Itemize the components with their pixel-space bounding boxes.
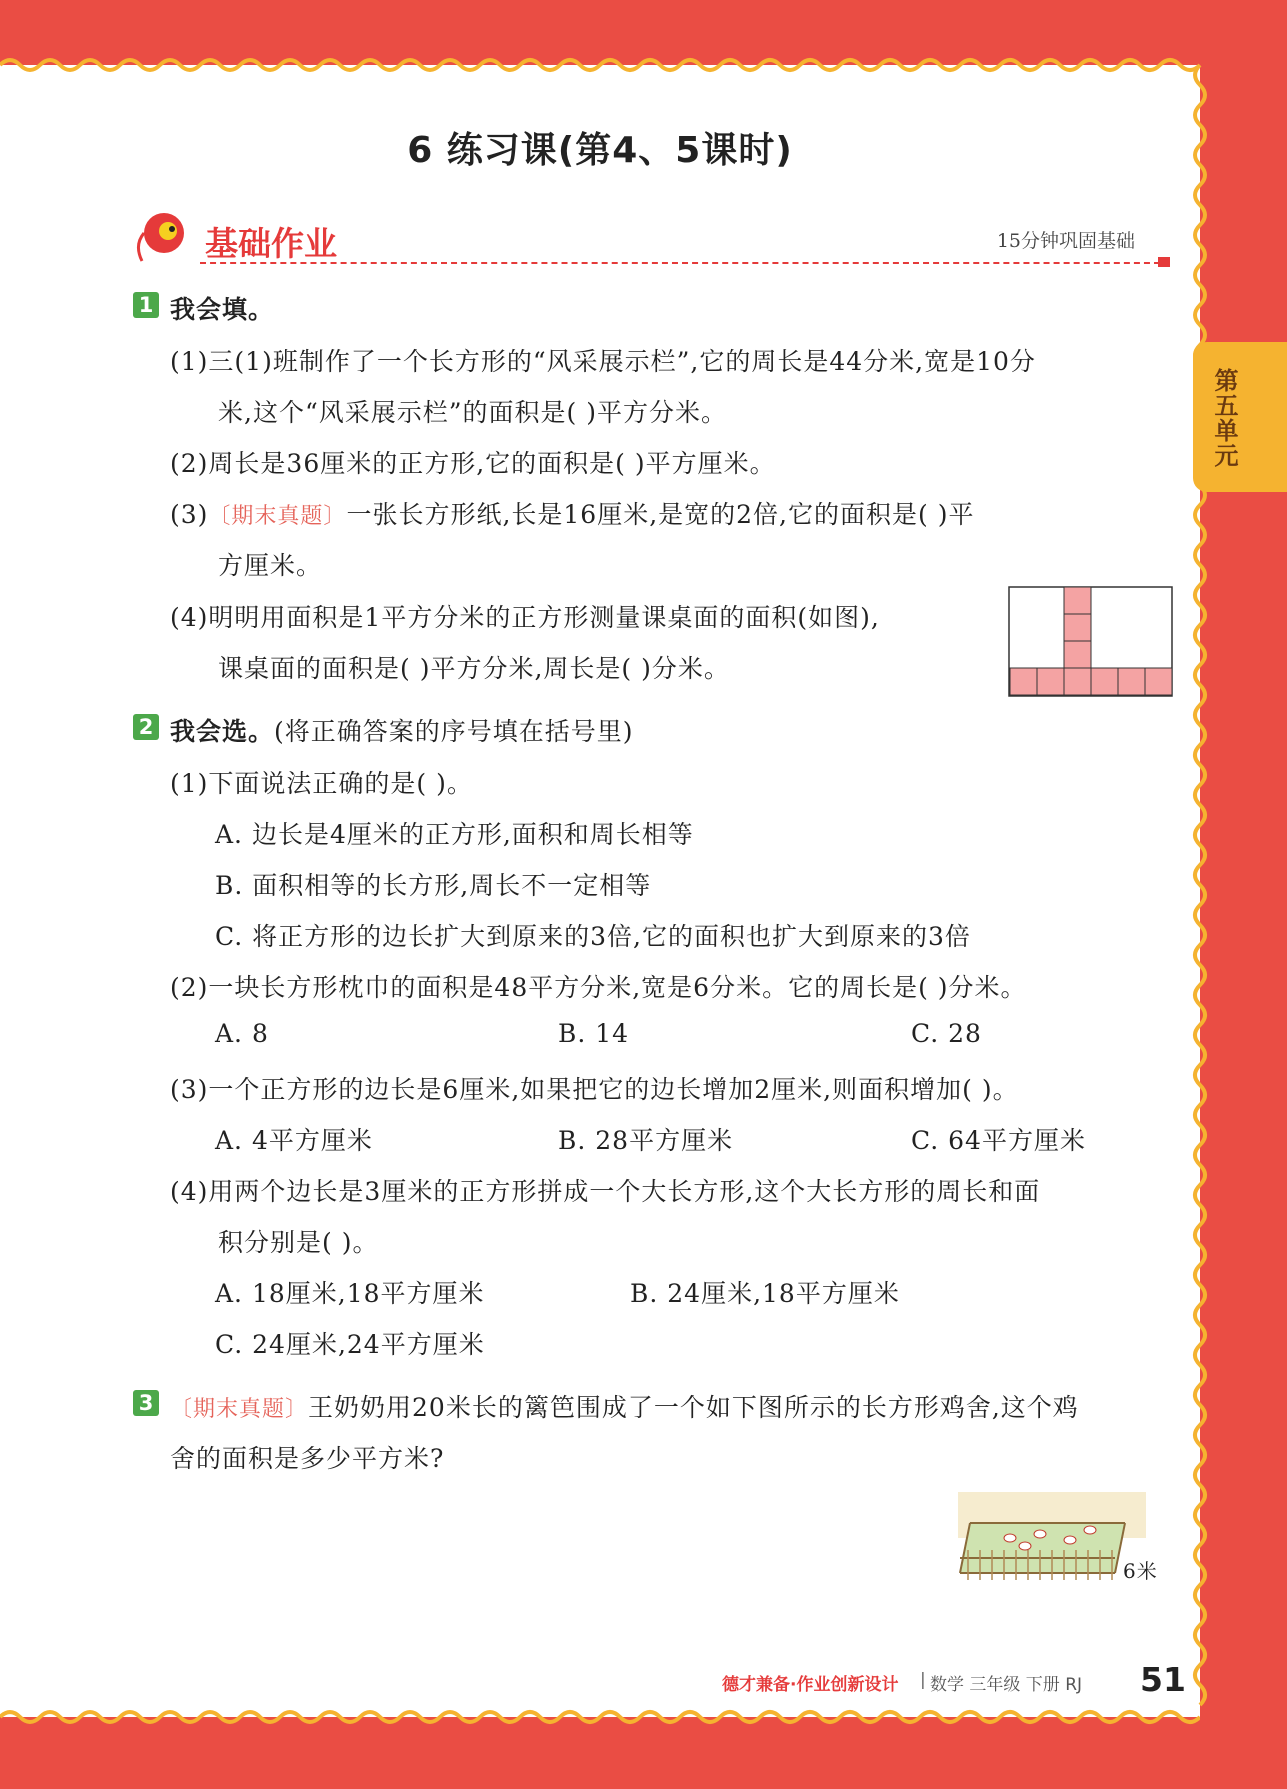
q2-item3-option-c: C. 64平方厘米: [911, 1126, 1086, 1155]
q2-item2-option-c: C. 28: [911, 1019, 982, 1048]
q2-item4-line1: (4)用两个边长是3厘米的正方形拼成一个大长方形,这个大长方形的周长和面: [170, 1177, 1041, 1206]
exam-tag: 〔期末真题〕: [170, 1397, 309, 1422]
q1-item4-line1: (4)明明用面积是1平方分米的正方形测量课桌面的面积(如图),: [170, 603, 880, 632]
q2-item2: (2)一块长方形枕巾的面积是48平方分米,宽是6分米。它的周长是( )分米。: [170, 973, 1027, 1002]
footer-brand: 德才兼备·作业创新设计: [722, 1675, 899, 1695]
desk-grid-figure: [1008, 586, 1174, 698]
q1-heading: 我会填。: [170, 295, 275, 324]
question-number-1: 1: [133, 292, 159, 318]
q2-item4-option-b: B. 24厘米,18平方厘米: [630, 1279, 900, 1308]
chicken-coop-figure: [950, 1488, 1150, 1593]
q1-item1-line1: (1)三(1)班制作了一个长方形的“风采展示栏”,它的周长是44分米,宽是10分: [170, 347, 1036, 376]
q2-item1: (1)下面说法正确的是( )。: [170, 769, 473, 798]
section-header: [130, 200, 1170, 270]
bottom-wavy-border: [0, 1702, 1200, 1732]
q3-text: 王奶奶用20米长的篱笆围成了一个如下图所示的长方形鸡舍,这个鸡: [308, 1393, 1079, 1422]
q2-item2-option-b: B. 14: [558, 1019, 630, 1048]
divider-end-mark: [1158, 257, 1170, 267]
exam-tag: 〔期末真题〕: [208, 504, 347, 529]
q2-heading-note: (将正确答案的序号填在括号里): [274, 717, 634, 746]
unit-side-tab: [1193, 342, 1287, 492]
right-wavy-border: [1185, 65, 1215, 1717]
q3-line1: [170, 1388, 1079, 1424]
q1-item3-line2: 方厘米。: [218, 551, 323, 580]
section-divider: [200, 262, 1160, 264]
q2-item3-option-a: A. 4平方厘米: [215, 1126, 373, 1155]
unit-side-tab-label: 第五单元: [1210, 368, 1238, 468]
coop-width-label: 6米: [1123, 1559, 1158, 1583]
page-title: 6 练习课(第4、5课时): [407, 130, 793, 171]
q2-item4-option-a: A. 18厘米,18平方厘米: [215, 1279, 485, 1308]
question-number-2: 2: [133, 714, 159, 740]
footer-divider: |: [920, 1670, 926, 1690]
q2-item3: (3)一个正方形的边长是6厘米,如果把它的边长增加2厘米,则面积增加( )。: [170, 1075, 1019, 1104]
section-title: 基础作业: [205, 224, 337, 263]
q1-item4-line2: 课桌面的面积是( )平方分米,周长是( )分米。: [218, 654, 730, 683]
q1-item3-text: 一张长方形纸,长是16厘米,是宽的2倍,它的面积是( )平: [346, 500, 975, 529]
q2-item3-option-b: B. 28平方厘米: [558, 1126, 734, 1155]
q1-item2: (2)周长是36厘米的正方形,它的面积是( )平方厘米。: [170, 449, 776, 478]
page-number: 51: [1140, 1660, 1186, 1699]
q2-item1-option-a: A. 边长是4厘米的正方形,面积和周长相等: [215, 820, 694, 849]
q3-line2: 舍的面积是多少平方米?: [170, 1444, 445, 1473]
q2-heading-title: 我会选。: [170, 717, 275, 746]
q2-item1-option-c: C. 将正方形的边长扩大到原来的3倍,它的面积也扩大到原来的3倍: [215, 922, 971, 951]
q1-item3-line1: [170, 495, 974, 531]
q1-item3-prefix: (3): [170, 500, 209, 529]
q2-heading: [170, 712, 634, 748]
q2-item4-line2: 积分别是( )。: [218, 1228, 379, 1257]
q1-item1-line2: 米,这个“风采展示栏”的面积是( )平方分米。: [218, 398, 727, 427]
bell-mascot-icon: [130, 205, 190, 265]
q2-item2-option-a: A. 8: [215, 1019, 269, 1048]
top-wavy-border: [0, 50, 1200, 80]
q2-item1-option-b: B. 面积相等的长方形,周长不一定相等: [215, 871, 652, 900]
q2-item4-option-c: C. 24厘米,24平方厘米: [215, 1330, 485, 1359]
footer-book-info: 数学 三年级 下册 RJ: [930, 1675, 1083, 1695]
question-number-3: 3: [133, 1390, 159, 1416]
section-subtitle: 15分钟巩固基础: [996, 230, 1135, 252]
